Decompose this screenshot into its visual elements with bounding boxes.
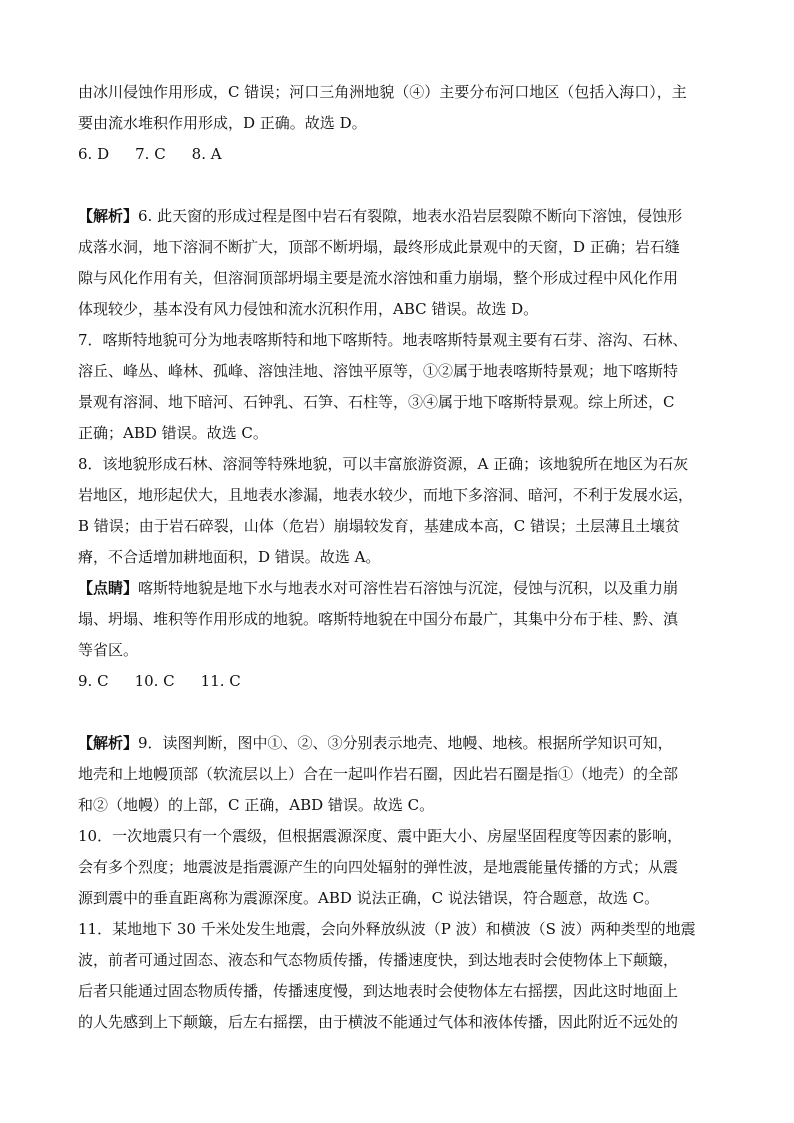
answer-10: 10. C [134, 672, 175, 690]
analysis-tag: 【解析】 [78, 734, 139, 752]
text-line: 10．一次地震只有一个震级，但根据震源深度、震中距大小、房屋坚固程度等因素的影响， [78, 827, 683, 845]
analysis-tag: 【解析】 [78, 207, 139, 225]
text-line: 8．该地貌形成石林、溶洞等特殊地貌，可以丰富旅游资源，A 正确；该地貌所在地区为石灰 [78, 455, 689, 473]
text-line: 隙与风化作用有关，但溶洞顶部坍塌主要是流水溶蚀和重力崩塌，整个形成过程中风化作用 [78, 269, 679, 287]
text-line: 由冰川侵蚀作用形成，C 错误；河口三角洲地貌（④）主要分布河口地区（包括入海口），主 [78, 83, 687, 101]
text-line: 11．某地地下 30 千米处发生地震，会向外释放纵波（P 波）和横波（S 波）两种类型的地震 [78, 920, 696, 938]
text-line: B 错误；由于岩石碎裂，山体（危岩）崩塌较发育，基建成本高，C 错误；土层薄且土壤贫 [78, 517, 681, 535]
analysis-text: 6. 此天窗的形成过程是图中岩石有裂隙，地表水沿岩层裂隙不断向下溶蚀，侵蚀形 [138, 207, 683, 225]
text-line: 等省区。 [78, 641, 139, 659]
highlight-tag: 【点睛】 [78, 579, 139, 597]
spacer [78, 697, 718, 728]
answer-9: 9. C [78, 672, 109, 690]
text-line [78, 201, 718, 232]
text-line: 成落水洞，地下溶洞不断扩大，顶部不断坍塌，最终形成此景观中的天窗，D 正确；岩石缝 [78, 238, 680, 256]
text-line [78, 728, 718, 759]
text-line: 塌、坍塌、堆积等作用形成的地貌。喀斯特地貌在中国分布最广，其集中分布于桂、黔、滇 [78, 610, 679, 628]
answer-7: 7. C [135, 145, 166, 163]
text-line [78, 573, 718, 604]
text-line: 溶丘、峰丛、峰林、孤峰、溶蚀洼地、溶蚀平原等，①②属于地表喀斯特景观；地下喀斯特 [78, 362, 679, 380]
text-line: 的人先感到上下颠簸，后左右摇摆，由于横波不能通过气体和液体传播，因此附近不远处的 [78, 1013, 679, 1031]
text-line: 景观有溶洞、地下暗河、石钟乳、石笋、石柱等，③④属于地下喀斯特景观。综上所述，C [78, 393, 675, 411]
spacer [78, 170, 718, 201]
answer-6: 6. D [78, 145, 110, 163]
text-line: 岩地区，地形起伏大，且地表水渗漏，地表水较少，而地下多溶洞、暗河，不利于发展水运， [78, 486, 694, 504]
text-line: 源到震中的垂直距离称为震源深度。ABD 说法正确，C 说法错误，符合题意，故选 C。 [78, 889, 660, 907]
answer-key-9-11 [78, 666, 718, 697]
text-line: 波，前者可通过固态、液态和气态物质传播，传播速度快，到达地表时会使物体上下颠簸， [78, 951, 679, 969]
text-line: 要由流水堆积作用形成，D 正确。故选 D。 [78, 114, 367, 132]
text-line: 后者只能通过固态物质传播，传播速度慢，到达地表时会使物体左右摇摆，因此这时地面上 [78, 982, 679, 1000]
answer-8: 8. A [191, 145, 222, 163]
text-line: 地壳和上地幔顶部（软流层以上）合在一起叫作岩石圈，因此岩石圈是指①（地壳）的全部 [78, 765, 679, 783]
document-page [78, 77, 718, 1038]
answer-key-6-8 [78, 139, 718, 170]
text-line: 体现较少，基本没有风力侵蚀和流水沉积作用，ABC 错误。故选 D。 [78, 300, 539, 318]
text-line: 7．喀斯特地貌可分为地表喀斯特和地下喀斯特。地表喀斯特景观主要有石芽、溶沟、石林、 [78, 331, 688, 349]
text-line: 会有多个烈度；地震波是指震源产生的向四处辐射的弹性波，是地震能量传播的方式；从震 [78, 858, 679, 876]
text-line: 正确；ABD 错误。故选 C。 [78, 424, 268, 442]
analysis-text: 9．读图判断，图中①、②、③分别表示地壳、地幔、地核。根据所学知识可知， [138, 734, 673, 752]
text-line: 瘠，不合适增加耕地面积，D 错误。故选 A。 [78, 548, 381, 566]
highlight-text: 喀斯特地貌是地下水与地表水对可溶性岩石溶蚀与沉淀，侵蚀与沉积，以及重力崩 [138, 579, 679, 597]
answer-11: 11. C [200, 672, 241, 690]
text-line: 和②（地幔）的上部，C 正确，ABD 错误。故选 C。 [78, 796, 435, 814]
